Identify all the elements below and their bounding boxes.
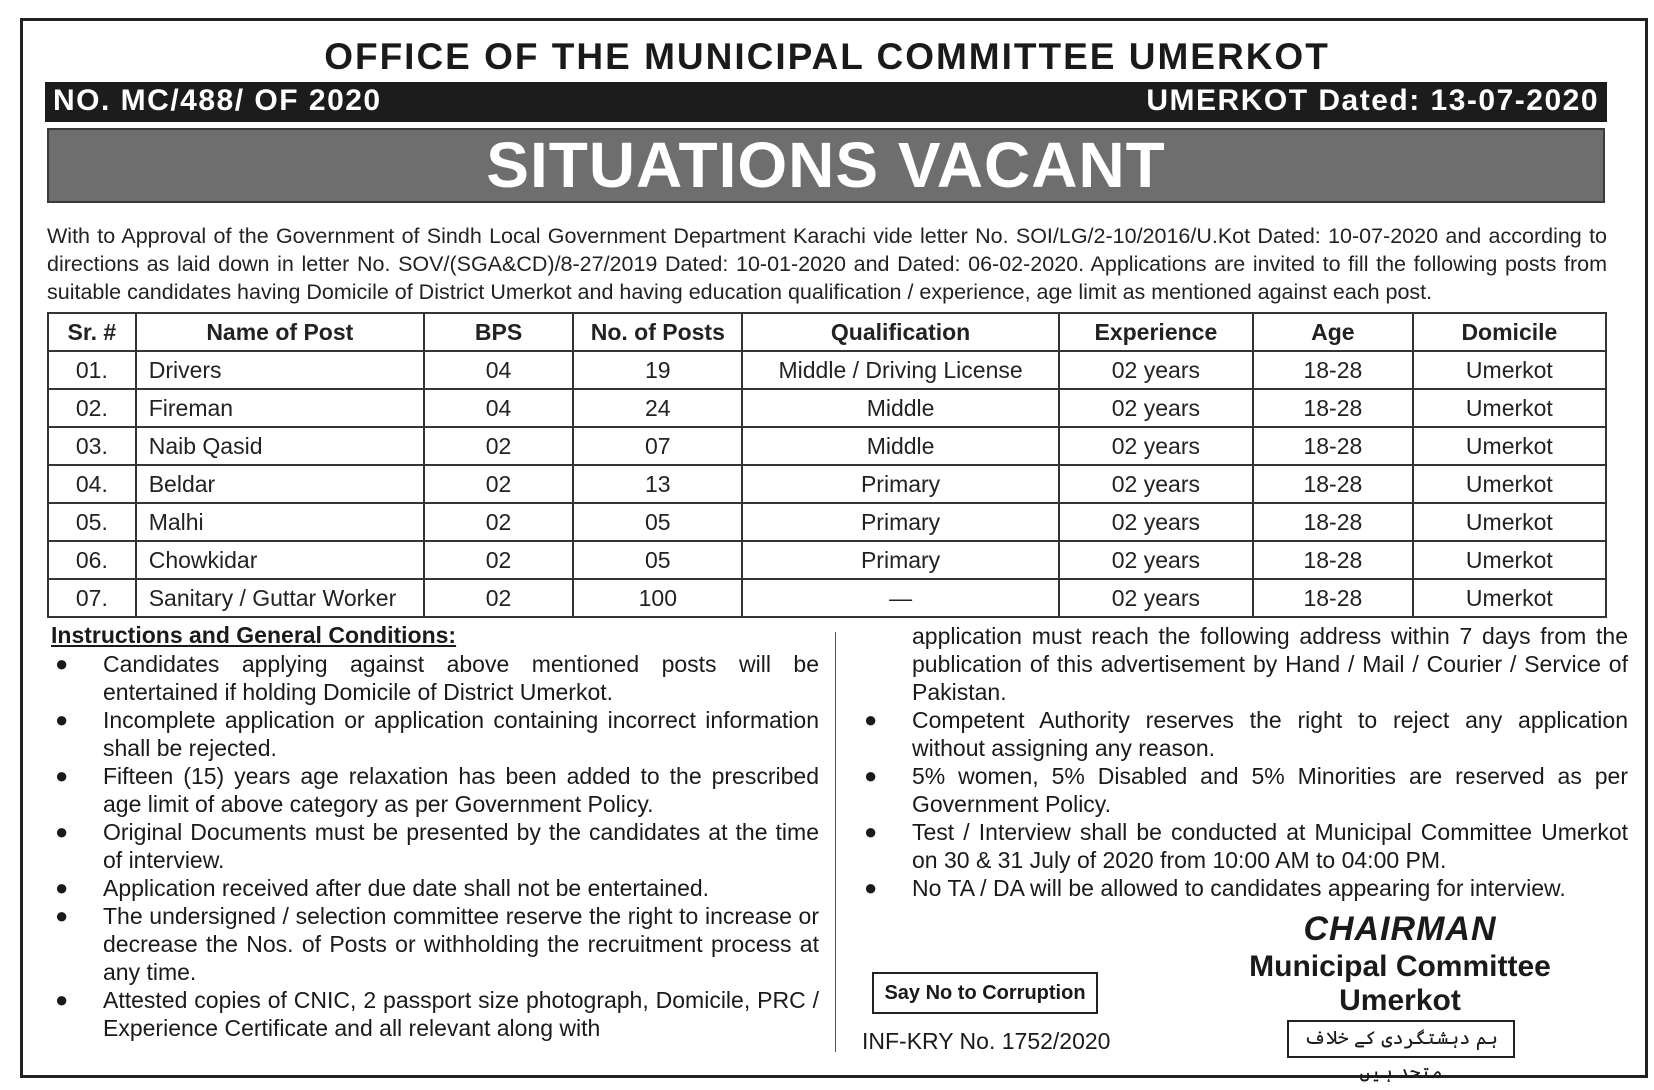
table-cell: 05.	[48, 503, 136, 541]
bullet-icon: ●	[864, 875, 878, 900]
urdu-slogan-box: ہم دہشتگردی کے خلاف متحد ہیں	[1287, 1020, 1515, 1058]
bullet-icon: ●	[55, 707, 69, 732]
column-header: Age	[1253, 313, 1413, 351]
instructions-right-list	[860, 706, 1628, 902]
posts-table	[47, 312, 1607, 618]
table-cell: 02.	[48, 389, 136, 427]
table-row	[48, 465, 1606, 503]
instruction-text: No TA / DA will be allowed to candidates appearing for interview.	[912, 875, 1566, 901]
table-cell: 24	[573, 389, 742, 427]
table-cell: 02	[424, 427, 573, 465]
table-row	[48, 503, 1606, 541]
bullet-icon: ●	[864, 819, 878, 844]
instruction-item	[51, 818, 819, 874]
bullet-icon: ●	[55, 875, 69, 900]
bullet-icon: ●	[55, 819, 69, 844]
table-cell: 02 years	[1059, 351, 1253, 389]
column-header: Qualification	[742, 313, 1058, 351]
inf-kry-number: INF-KRY No. 1752/2020	[862, 1028, 1111, 1054]
table-row	[48, 579, 1606, 617]
table-cell: 05	[573, 503, 742, 541]
office-title: OFFICE OF THE MUNICIPAL COMMITTEE UMERKOT	[324, 36, 1330, 77]
say-no-to-corruption-box: Say No to Corruption	[872, 972, 1098, 1014]
committee-line-2: Umerkot	[1339, 984, 1461, 1017]
instruction-text: The undersigned / selection committee reserve the right to increase or decrease the Nos. of Posts or withholding the recruitment process at any time.	[103, 903, 819, 985]
table-cell: 100	[573, 579, 742, 617]
table-cell: 18-28	[1253, 541, 1413, 579]
table-cell: —	[742, 579, 1058, 617]
table-cell: 13	[573, 465, 742, 503]
table-cell: Naib Qasid	[136, 427, 424, 465]
intro-paragraph: With to Approval of the Government of Sindh Local Government Department Karachi vide letter No. SOI/LG/2-10/2016/U.Kot Dated: 10-07-2020 and according to directions as laid down in letter No. SOV/(SGA&CD)/8-27/2019 Dated: 10-01-2020 and Dated: 06-02-2020. Applications are invited to fill the following posts from suitable candidates having Domicile of District Umerkot and having education qualification / experience, age limit as mentioned against each post.	[47, 224, 1607, 304]
table-cell: 02 years	[1059, 503, 1253, 541]
bullet-icon: ●	[864, 763, 878, 788]
table-cell: 06.	[48, 541, 136, 579]
table-cell: Umerkot	[1413, 351, 1606, 389]
table-row	[48, 351, 1606, 389]
table-cell: Chowkidar	[136, 541, 424, 579]
reference-bar	[45, 82, 1607, 122]
table-cell: 03.	[48, 427, 136, 465]
table-cell: 18-28	[1253, 465, 1413, 503]
instruction-item	[51, 874, 819, 902]
instruction-item	[51, 650, 819, 706]
bullet-icon: ●	[55, 763, 69, 788]
bullet-icon: ●	[55, 987, 69, 1012]
situations-vacant-banner: SITUATIONS VACANT	[47, 128, 1605, 203]
instructions-left-list	[51, 650, 819, 1042]
table-cell: Umerkot	[1413, 503, 1606, 541]
table-cell: Umerkot	[1413, 579, 1606, 617]
column-divider	[835, 632, 836, 1052]
instruction-item	[860, 818, 1628, 874]
table-cell: Umerkot	[1413, 427, 1606, 465]
table-cell: Umerkot	[1413, 389, 1606, 427]
column-header: Domicile	[1413, 313, 1606, 351]
instruction-item	[860, 706, 1628, 762]
column-header: No. of Posts	[573, 313, 742, 351]
instruction-item	[51, 762, 819, 818]
table-cell: 02 years	[1059, 427, 1253, 465]
instruction-text: Competent Authority reserves the right to reject any application without assigning any reason.	[912, 707, 1628, 761]
reference-number: NO. MC/488/ OF 2020	[53, 84, 382, 117]
table-cell: 02	[424, 503, 573, 541]
committee-line-1: Municipal Committee	[1249, 950, 1551, 983]
table-cell: 04	[424, 389, 573, 427]
table-row	[48, 427, 1606, 465]
table-cell: 02 years	[1059, 579, 1253, 617]
instruction-text: Test / Interview shall be conducted at Municipal Committee Umerkot on 30 & 31 July of 2020 from 10:00 AM to 04:00 PM.	[912, 819, 1628, 873]
column-header: Name of Post	[136, 313, 424, 351]
table-cell: 02	[424, 541, 573, 579]
column-header: Experience	[1059, 313, 1253, 351]
table-cell: Primary	[742, 541, 1058, 579]
bullet-icon: ●	[864, 707, 878, 732]
bullet-icon: ●	[55, 651, 69, 676]
table-cell: Fireman	[136, 389, 424, 427]
table-cell: 02	[424, 465, 573, 503]
table-cell: 18-28	[1253, 427, 1413, 465]
table-cell: 02	[424, 579, 573, 617]
table-cell: Drivers	[136, 351, 424, 389]
table-cell: Beldar	[136, 465, 424, 503]
instruction-item	[860, 762, 1628, 818]
bullet-icon: ●	[55, 903, 69, 928]
table-cell: Sanitary / Guttar Worker	[136, 579, 424, 617]
table-cell: Middle / Driving License	[742, 351, 1058, 389]
posts-table-body	[48, 351, 1606, 617]
table-cell: Primary	[742, 503, 1058, 541]
instruction-text: Candidates applying against above mentioned posts will be entertained if holding Domicile of District Umerkot.	[103, 651, 819, 705]
column-header: BPS	[424, 313, 573, 351]
table-cell: Umerkot	[1413, 465, 1606, 503]
table-cell: 18-28	[1253, 389, 1413, 427]
instruction-text: Attested copies of CNIC, 2 passport size photograph, Domicile, PRC / Experience Certificate and all relevant along with	[103, 987, 819, 1041]
instructions-title: Instructions and General Conditions:	[51, 622, 457, 648]
table-cell: Malhi	[136, 503, 424, 541]
chairman-signature-title: CHAIRMAN	[1303, 910, 1497, 948]
instruction-text: 5% women, 5% Disabled and 5% Minorities are reserved as per Government Policy.	[912, 763, 1628, 817]
instruction-item	[51, 902, 819, 986]
column-header: Sr. #	[48, 313, 136, 351]
table-cell: 07	[573, 427, 742, 465]
table-cell: 04.	[48, 465, 136, 503]
instruction-item	[860, 874, 1628, 902]
table-cell: 07.	[48, 579, 136, 617]
instruction-text: Incomplete application or application containing incorrect information shall be rejected.	[103, 707, 819, 761]
table-cell: 01.	[48, 351, 136, 389]
table-cell: Primary	[742, 465, 1058, 503]
table-row	[48, 541, 1606, 579]
committee-name	[1200, 950, 1600, 1018]
table-cell: 05	[573, 541, 742, 579]
table-cell: 02 years	[1059, 465, 1253, 503]
instruction-text: Fifteen (15) years age relaxation has been added to the prescribed age limit of above category as per Government Policy.	[103, 763, 819, 817]
table-row	[48, 389, 1606, 427]
table-cell: 04	[424, 351, 573, 389]
instruction-item	[51, 706, 819, 762]
instruction-continuation: application must reach the following address within 7 days from the publication of this advertisement by Hand / Mail / Courier / Service of Pakistan.	[912, 623, 1628, 705]
table-cell: 02 years	[1059, 389, 1253, 427]
table-cell: 18-28	[1253, 579, 1413, 617]
table-cell: 19	[573, 351, 742, 389]
instruction-text: Application received after due date shall not be entertained.	[103, 875, 710, 901]
table-cell: 18-28	[1253, 503, 1413, 541]
table-header-row	[48, 313, 1606, 351]
table-cell: Middle	[742, 427, 1058, 465]
instruction-item	[51, 986, 819, 1042]
table-cell: 02 years	[1059, 541, 1253, 579]
reference-date: UMERKOT Dated: 13-07-2020	[1146, 84, 1599, 117]
table-cell: 18-28	[1253, 351, 1413, 389]
table-cell: Middle	[742, 389, 1058, 427]
instruction-text: Original Documents must be presented by the candidates at the time of interview.	[103, 819, 819, 873]
table-cell: Umerkot	[1413, 541, 1606, 579]
